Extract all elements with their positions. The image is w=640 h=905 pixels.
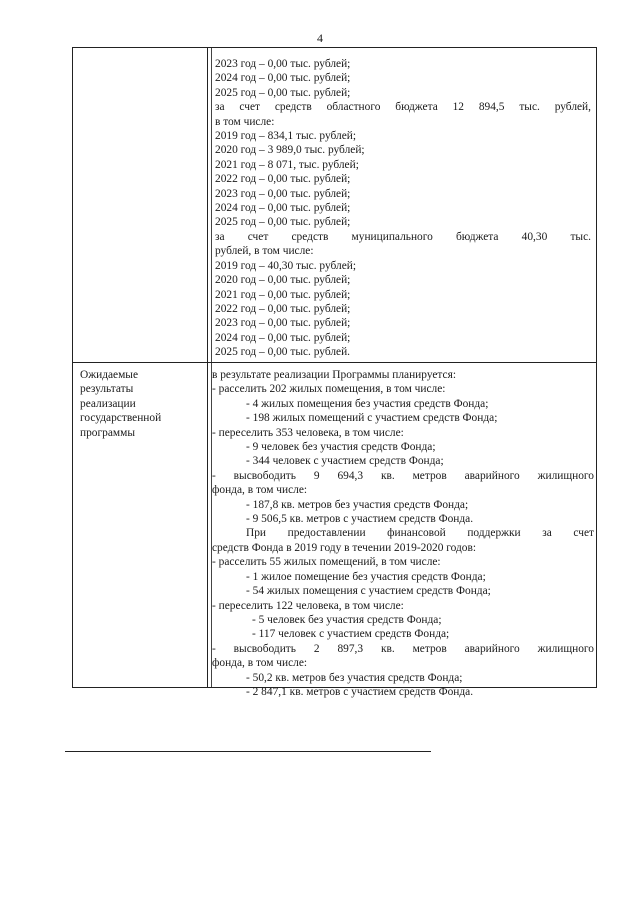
results-line: - расселить 202 жилых помещения, в том числе: [212, 383, 446, 396]
results-line: средств Фонда в 2019 году в течении 2019-2020 годов: [212, 541, 477, 554]
results-label-line: государственной [80, 412, 162, 425]
financing-line: 2023 год – 0,00 тыс. рублей; [215, 317, 351, 330]
results-line: - высвободить 9 694,3 кв. метров аварийного жилищного [212, 469, 594, 482]
results-line: - 9 человек без участия средств Фонда; [246, 441, 436, 454]
results-line: - 344 человек с участием средств Фонда; [246, 455, 444, 468]
financing-line: 2025 год – 0,00 тыс. рублей; [215, 86, 351, 99]
footer-rule [65, 751, 431, 752]
financing-line: 2019 год – 834,1 тыс. рублей; [215, 130, 357, 143]
financing-line: 2023 год – 0,00 тыс. рублей; [215, 187, 351, 200]
financing-line: 2024 год – 0,00 тыс. рублей; [215, 331, 351, 344]
financing-line: рублей, в том числе: [215, 245, 314, 258]
column-divider [207, 48, 208, 687]
financing-line: за счет средств муниципального бюджета 40,30 тыс. [215, 230, 591, 243]
financing-line: 2019 год – 40,30 тыс. рублей; [215, 259, 357, 272]
financing-cell [215, 57, 591, 360]
financing-line: 2023 год – 0,00 тыс. рублей; [215, 58, 351, 70]
results-label-line: Ожидаемые [80, 369, 139, 381]
program-passport-table [72, 47, 597, 698]
results-line: фонда, в том числе: [212, 657, 308, 670]
financing-line: 2024 год – 0,00 тыс. рублей; [215, 72, 351, 85]
financing-line: 2025 год – 0,00 тыс. рублей. [215, 346, 351, 359]
results-line: - 5 человек без участия средств Фонда; [252, 613, 442, 626]
results-line: - переселить 122 человека, в том числе: [212, 599, 404, 612]
results-label-line: программы [80, 426, 135, 439]
financing-line: 2020 год – 0,00 тыс. рублей; [215, 274, 351, 287]
financing-line: 2022 год – 0,00 тыс. рублей; [215, 302, 351, 315]
financing-line: за счет средств областного бюджета 12 894,5 тыс. рублей, [215, 101, 591, 114]
results-line: При предоставлении финансовой поддержки за счет [246, 527, 594, 540]
financing-line: 2020 год – 3 989,0 тыс. рублей; [215, 144, 365, 157]
results-line: - 117 человек с участием средств Фонда; [252, 628, 450, 641]
financing-line: 2022 год – 0,00 тыс. рублей; [215, 173, 351, 186]
results-line: - 54 жилых помещения с участием средств Фонда; [246, 585, 491, 598]
page-number: 4 [317, 31, 323, 45]
results-line: - 1 жилое помещение без участия средств Фонда; [246, 570, 486, 583]
results-line: - 4 жилых помещения без участия средств Фонда; [246, 397, 489, 410]
results-cell [212, 368, 594, 699]
results-line: - переселить 353 человека, в том числе: [212, 426, 404, 439]
financing-line: 2024 год – 0,00 тыс. рублей; [215, 202, 351, 215]
results-line: - 2 847,1 кв. метров с участием средств Фонда. [246, 685, 474, 698]
results-line: - расселить 55 жилых помещений, в том числе: [212, 556, 441, 569]
financing-line: 2025 год – 0,00 тыс. рублей; [215, 216, 351, 229]
results-line: - 50,2 кв. метров без участия средств Фонда; [246, 671, 463, 684]
results-line: - 187,8 кв. метров без участия средств Фонда; [246, 498, 469, 511]
results-label-line: результаты [80, 383, 134, 396]
results-line: - 198 жилых помещений с участием средств Фонда; [246, 412, 498, 425]
results-line: в результате реализации Программы планируется: [212, 369, 456, 381]
results-line: фонда, в том числе: [212, 484, 308, 497]
financing-line: в том числе: [215, 115, 275, 128]
results-line: - 9 506,5 кв. метров с участием средств Фонда. [246, 513, 474, 526]
financing-line: 2021 год – 8 071, тыс. рублей; [215, 158, 359, 171]
results-label-cell [80, 368, 205, 440]
row-divider [73, 362, 596, 363]
results-label-line: реализации [80, 397, 136, 410]
financing-line: 2021 год – 0,00 тыс. рублей; [215, 288, 351, 301]
results-line: - высвободить 2 897,3 кв. метров аварийного жилищного [212, 642, 594, 655]
